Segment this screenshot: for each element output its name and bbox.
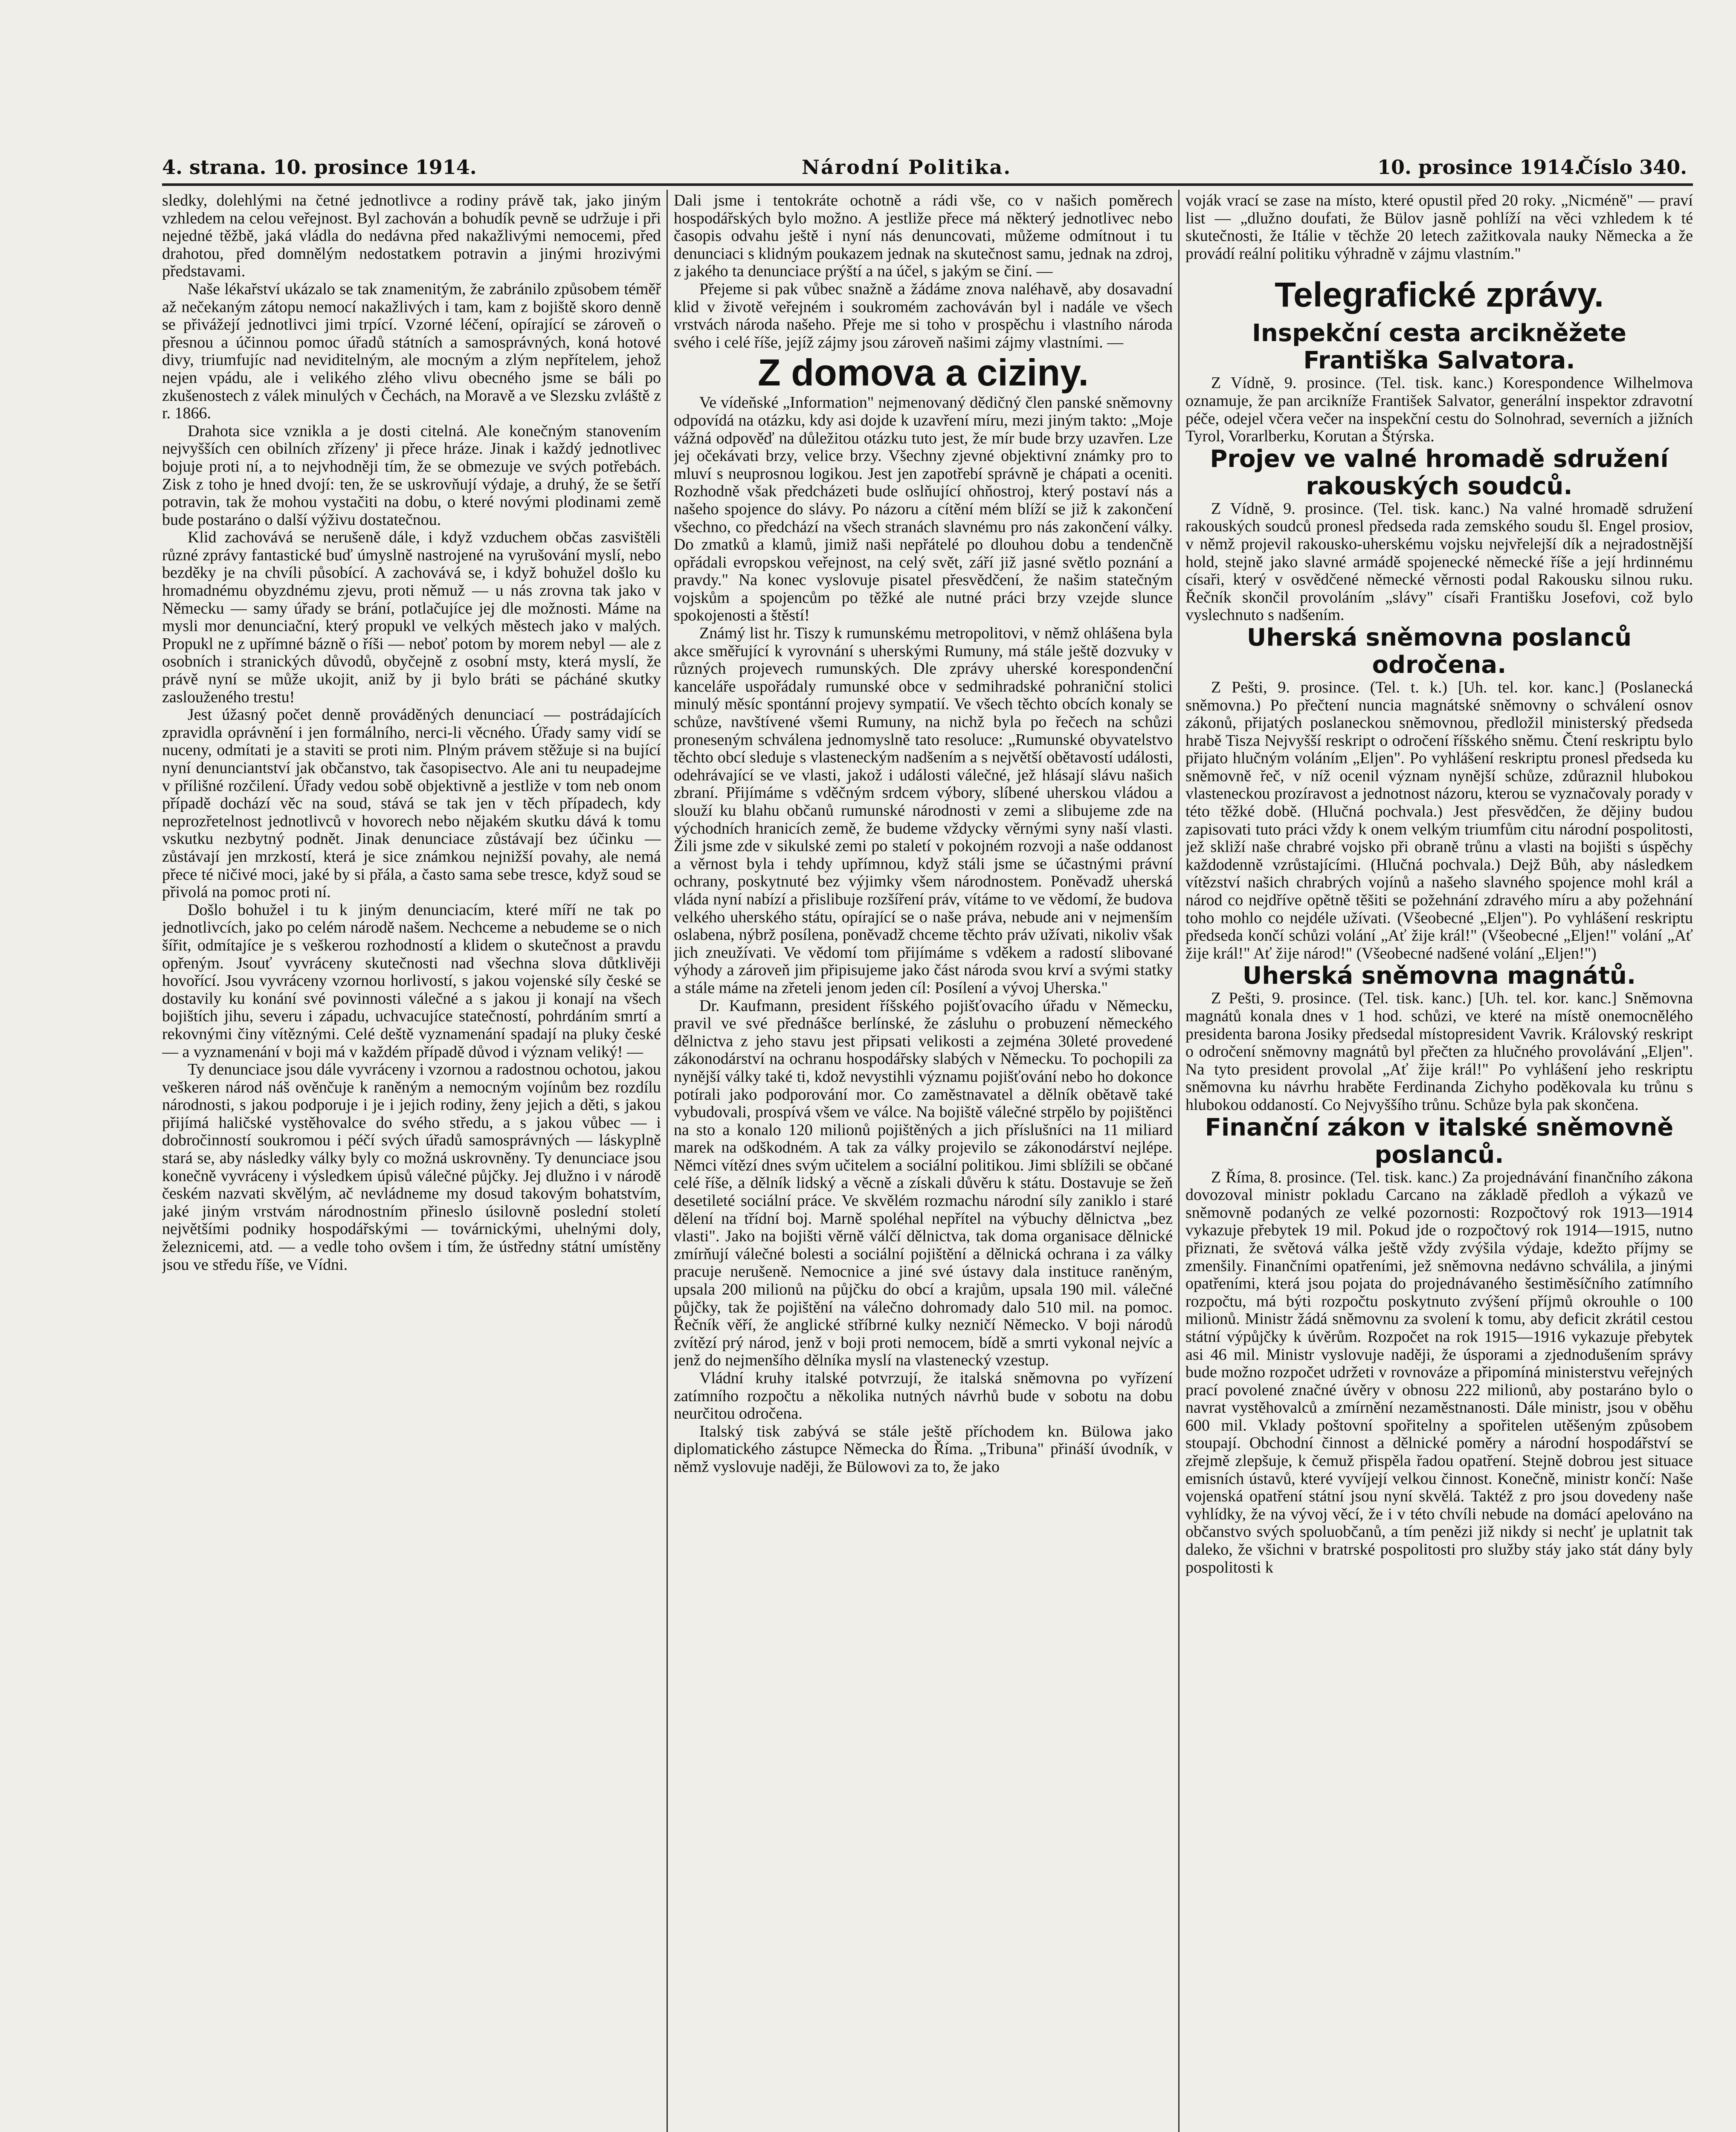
paragraph: Naše lékařství ukázalo se tak znamenitým, že zabránilo způsobem téměř až nečekaným zátopu nemocí nakažlivých i tam, kam z bojiště skoro denně se přivážejí jednotlivci jimi trpící. Vzorné léčení, opírající se zároveň o přesnou a účinnou pomoc úřadů státních a samosprávných, koná hotové divy, triumfujíc nad neviditelným, ale mocným a zlým nepřítelem, jehož nejen vpádu, ale i velikého zlého vlivu obecného jsme se báli po zkušenostech z válek minulých v Čechách, na Moravě a ve Slezsku zvláště z r. 1866. — [162, 280, 661, 423]
paragraph: Známý list hr. Tiszy k rumunskému metropolitovi, v němž ohlášena byla akce směřující k vyrovnání s uherskými Rumuny, má stále ještě dozvuky v různých projevech rumunských. Dle zprávy uherské korespondenční kanceláře uspořádaly rumunské obce v sedmihradské pohraniční stolici minulý měsíc spontánní projevy sympatií. Ve všech těchto obcích konaly se schůze, navštívené všemi Rumuny, na nichž byla po řečech na schůzi proneseným schválena jednomyslně tato resoluce: „Rumunské obyvatelstvo těchto obcí sleduje s vlasteneckým nadšením a s největší obětavostí události, odehrávající se ve vlasti, jakož i události válečné, jež hlásají slávu našich zbraní. Přijímáme s vděčným srdcem výbory, slíbené uherskou vládou a slouží ku blahu občanů rumunské národnosti v zemi a slibujeme zde na východních hranicích země, že budeme vždycky věrnými syny naší vlasti. Žili jsme zde v sikulské zemi po staletí v pokojném rozvoji a naše oddanost a věrnost byla i tehdy upřímnou, když stáli jsme se účastnými právní ochrany, poskytnuté bez výjimky všem národnostem. Poněvadž uherská vláda nyní nabízí a přislibuje rozšíření práv, vítáme to ve vědomí, že budova velkého uherského státu, opírající se o naše práva, nebude ani v nejmenším oslabena, nýbrž posílena, poněvadž chceme těchto práv užívati, nikoliv však jich zneužívati. Ve vědomí tom přijímáme s vděkem a radostí slibované výhody a zároveň jim připisujeme jako část národa svou krví a svými statky a stále máme na zřeteli jenom jeden cíl: Posílení a vývoj Uherska." — [674, 624, 1173, 997]
paragraph: Klid zachovává se nerušeně dále, i když vzduchem občas zasvištěli různé zprávy fantastické buď úmyslně nastrojené na vyrušování myslí, nebo bezděky je na chvíli působící. A zachovává se, i když bohužel došlo ku hromadnému obyzdnému zjevu, proti němuž — u nás zrovna tak jako v Německu — samy úřady se brání, potlačujíce jej dle možnosti. Máme na mysli mor denunciační, který propukl ve velkých městech jako v malých. Propukl ne z upřímné bázně o říši — neboť potom by morem nebyl — ale z osobních i stranických důvodů, obyčejně z osobní msty, která myslí, že právě nyní se může ukojit, aniž by ji bylo bráti se pácháné skutky zaslouženého trestu! — [162, 528, 661, 706]
newspaper-title: Národní Politika. — [802, 156, 1012, 179]
section-heading: Z domova a ciziny. — [758, 351, 1089, 394]
paragraph: Došlo bohužel i tu k jiným denunciacím, které míří ne tak po jednotlivcích, jako po celém národě našem. Nechceme a nebudeme se o nich šířit, odmítajíce je s veškerou rozhodností a klidem o skutečnost a pravdu opřeným. Jsouť vyvráceny skutečnosti nad všechna slova důtklivěji hovořící. Jsou vyvráceny vzornou horlivostí, s jakou vojenské síly české se dostavily ku konání své povinnosti válečné a s jakou ji konají na všech bojištích jihu, severu i západu, uchvacujíce statečností, pohrdáním smrtí a rekovnými činy vítěznými. Celé deště vyznamenání spadají na pluky české — a vyznamenání v boji má v každém případě důvod i význam veliký! — — [162, 901, 661, 1061]
article-body: Z Pešti, 9. prosince. (Tel. t. k.) [Uh. tel. kor. kanc.] (Poslanecká sněmovna.) Po přečtení nuncia magnátské sněmovny o schválení osnov zákonů, přijatých poslaneckou sněmovnou, předložil ministerský předseda hrabě Tisza Nejvyšší reskript o odročení říšského sněmu. Čtení reskriptu bylo přijato hlučným voláním „Eljen". Po vyhlášení reskriptu pronesl předseda ku sněmovně řeč, v níž ocenil význam nynější schůze, zdůraznil hlubokou vlasteneckou prozíravost a jednotnost názoru, kterou se vyznačovaly porady v této těžké době. (Hlučná pochvala.) Jest přesvědčen, že dějiny budou zapisovati tuto práci vždy k onem velkým triumfům citu národní pospolitosti, jež skliží naše chrabré vojsko při obraně trůnu a vlasti na bojišti s úspěchy každodenně vzrůstajícími. (Hlučná pochvala.) Dejž Bůh, aby následkem vítězství našich chrabrých vojínů a našeho slavného spojence mohl král a národ co nejdříve opětně těšiti se požehnání zdravého míru a aby požehnání toho mohlo co nejdéle užívati. (Všeobecné „Eljen"). Po vyhlášení reskriptu předseda končí schůzi volání „Ať žije král!" (Všeobecné „Eljen!" volání „Ať žije král!" Ať žije národ!" (Všeobecné nadšené volání „Eljen!") — [1185, 678, 1693, 962]
page-header — [162, 147, 1693, 185]
paragraph: Jest úžasný počet denně prováděných denunciací — postrádajících zpravidla oprávnění i jen formálního, nerci-li věcného. Úřady samy vidí se nuceny, odmítati je a staviti se proti nim. Plným právem stěžuje si na bující nyní denunciantství jak občanstvo, tak časopisectvo. Ale ani tu neupadejme v přílišné rozčilení. Úřady vedou sobě objektivně a jestliže v tom neb onom případě dochází věc na soud, stává se tak jen v těch případech, kdy neprozřetelnost jednotlivců v hovorech nebo nějakém skutku dává k tomu vskutku nezbytný podnět. Jinak denunciace zůstávají bez účinku — zůstávají jen mrzkostí, která je sice známkou nejnižší povahy, ale nemá přece té ničivé moci, jaké by si přála, a často sama sebe tresce, když soud se přivolá na pomoc proti ní. — [162, 706, 661, 901]
newspaper-page — [162, 147, 1693, 2132]
column-1 — [162, 192, 661, 2132]
article-headline: Projev ve valné hromadě sdružení rakouských soudců. — [1210, 445, 1669, 500]
issue-date: 10. prosince 1914. — [1377, 156, 1581, 179]
paragraph: voják vrací se zase na místo, které opustil před 20 roky. „Nicméně" — praví list — „dlužno doufati, že Bülov jasně pohlíží na věci vzhledem k té skutečnosti, že Itálie v těchže 20 letech zažitkovala nauky Německa a že provádí reální politiku výhradně v zájmu vlastním." — [1185, 192, 1693, 263]
paragraph: Dr. Kaufmann, president říšského pojišťovacího úřadu v Německu, pravil ve své přednášce berlínské, že zásluhu o probuzení německého dělnictva z jeho stavu jest připsati velikosti a zejména 30leté provedené zákonodárství na ochranu hospodářsky slabých v Německu. To pochopili za nynější války také ti, kdož nevystihli významu pojišťování nebo ho dokonce potírali jako podporování mor. Co zaměstnavatel a dělník obětavě také vybudovali, prospívá všem ve válce. Na bojiště válečné strpělo by pojištěnci na sto a konalo 120 milionů pojištěných a jich příslušníci na 11 miliard marek na odškodném. A tak za války projevilo se zákonodárství nejlépe. Němci vítězí dnes svým učitelem a sociální politikou. Jimi sblížili se občané celé říše, a dělník lidský a věcně a získali důvěru k státu. Dostavuje se žeň desetileté sociální práce. Ve skvělém rozmachu národní síly zaniklo i staré dělení na třídní boj. Marně spoléhal nepřítel na výbuchy dělnictva „bez vlasti". Jako na bojišti věrně válčí dělnictva, tak doma organisace dělnické zmírňují válečné bolesti a sociální pojištění a dělnická ochrana i za války pracuje nerušeně. Nemocnice a jiné své ústavy dala instituce raněným, upsala 200 milionů na půjčku do obcí a krajům, upsala 190 mil. válečné půjčky, tak že pojištění na válečno dohromady dalo 510 mil. na pomoc. Řečník věří, že anglické stříbrné kulky nezničí Německo. V boji národů zvítězí prý národ, jenž v boji proti nemocem, bídě a smrti vykonal nejvíc a jenž do nejmenšího dělníka myslí na vlastenecký vzestup. — [674, 996, 1173, 1370]
paragraph: sledky, dolehlými na četné jednotlivce a rodiny právě tak, jako jiným vzhledem na celou veřejnost. Byl zachován a bohudík pevně se udržuje i při nejedné těžbě, jaká vládla do nedávna před nakažlivými nemocemi, před drahotou, před domnělým nedostatkem potravin a jinými hrozivými představami. — [162, 192, 661, 281]
article-headline: Inspekční cesta arcikněžete Františka Salvatora. — [1252, 319, 1626, 375]
column-divider — [1178, 190, 1180, 2132]
page-label: 4. strana. 10. prosince 1914. — [162, 156, 477, 179]
column-3 — [1185, 192, 1693, 2132]
paragraph: Přejeme si pak vůbec snažně a žádáme znova naléhavě, aby dosavadní klid v životě veřejném i soukromém zachováván byl i nadále ve všech vrstvách národa našeho. Přeje me si toho v prospěchu i vlastního národa svého i celé říše, jejíž zájmy jsou zároveň našimi zájmy vlastními. — — [674, 280, 1173, 351]
article-headline: Uherská sněmovna poslanců odročena. — [1246, 623, 1632, 679]
article-body: Z Říma, 8. prosince. (Tel. tisk. kanc.) Za projednávání finančního zákona dovozoval ministr pokladu Carcano na základě předloh a výkazů ve sněmovně podaných ze velké pozornosti: Rozpočtový rok 1913—1914 vykazuje přebytek 19 mil. Pokud jde o rozpočtový rok 1914—1915, nutno přiznati, že světová válka ještě vždy zvýšila výdaje, kdežto příjmy se zmenšily. Finančními opatřeními, jež sněmovna nedávno schválila, a jinými opatřeními, která jsou pojata do projednávaného šestiměsíčního zatímního rozpočtu, má býti rozpočtu poskytnuto zvýšení příjmů okrouhle o 100 milionů. Ministr žádá sněmovnu za svolení k tomu, aby deficit zkrátil cestou státní výpůjčky k úvěrům. Rozpočet na rok 1915—1916 vykazuje přebytek asi 46 mil. Ministr vyslovuje naději, že úsporami a zjednodušením správy bude možno rozpočet udržeti v rovnováze a připomíná ministerstvu veřejných prací povolené značné úvěry v obnosu 222 milionů, aby postaráno bylo o navrat vystěhovalců a zmírnění nezaměstnanosti. Dále ministr, jsou v oběhu 600 mil. Vklady poštovní spořitelny a spořitelen utěšeným způsobem stoupají. Obchodní činnost a dělnické poměry a národní hospodářství se zřejmě zlepšuje, k čemuž přispěla řadou opatření. Stejně dobrou jest situace emisních ústavů, které vyvíjejí velkou činnost. Konečně, ministr končí: Naše vojenská opatření státní jsou nyní skvělá. Taktéž z pro jsou dovedeny naše vyhlídky, že na vývoj věcí, že i v této chvíli nebude na domácí apelováno na občanstvo svých spoluobčanů, a tím penězi již nikdy si nechť je uplatnit tak daleko, že všichni v bratrské pospolitosti pro služby stáy jako stát dány byly pospolitosti k — [1185, 1168, 1693, 1576]
column-divider — [667, 190, 668, 2132]
header-rule — [162, 183, 1693, 186]
paragraph: Drahota sice vznikla a je dosti citelná. Ale konečným stanovením nejvyšších cen obilních zřízeny' ji přece hráze. Jinak i každý jednotlivec bojuje proti ní, a to nejvhodněji tím, že se obmezuje ve svých potřebách. Zisk z toho je hned dvojí: ten, že se uskrovňují výdaje, a druhý, že se šetří potravin, tak že mohou vystačiti na dobu, o které novými plodinami země bude postaráno o další výživu dostatečnou. — [162, 422, 661, 529]
paragraph: Ty denunciace jsou dále vyvráceny i vzornou a radostnou ochotou, jakou veškeren národ náš ověnčuje k raněným a nemocným vojínům bez rozdílu národnosti, s jakou podporuje i je i jejich rodiny, ženy jejich a děti, s jakou přijímá haličské vystěhovalce do svého středu, a s jakou vůbec — i dobročinností soukromou i péčí svých úřadů samosprávných — láskyplně stará se, aby následky války byly co možná uskrovněny. Ty denunciace jsou konečně vyvráceny i výsledkem úpisů válečné půjčky. Jej dlužno i v národě českém nazvati skvělým, ač nevládneme my dosud takovým bohatstvím, jaké jiným vrstvám národnostním přineslo úsilovně poslední století největšími podniky hospodářskými — továrnickými, uhelnými doly, železnicemi, atd. — a vedle toho ovšem i tím, že ústředny státní umístěny jsou ve středu říše, ve Vídni. — [162, 1060, 661, 1274]
column-2 — [674, 192, 1173, 2132]
paragraph: Dali jsme i tentokráte ochotně a rádi vše, co v našich poměrech hospodářských bylo možno. A jestliže přece má některý jednotlivec nebo časopis odvahu ještě i nyní nás denuncovati, můžeme odmítnout i tu denunciaci s klidným poukazem jednak na skutečnost samu, jednak na zdroj, z jakého ta denunciace prýští a na účel, s jakým se činí. — — [674, 192, 1173, 281]
paragraph: Ve vídeňské „Information" nejmenovaný dědičný člen panské sněmovny odpovídá na otázku, kdy asi dojde k uzavření míru, mezi jiným takto: „Moje vážná odpověď na důležitou otázku tuto jest, že mír bude brzy uzavřen. Lze jej očekávati brzy, velice brzy. Všechny zjevné objektivní známky pro to mluví s neuprosnou logikou. Jest jen zapotřebí správně je chápati a oceniti. Rozhodně však předcházeti bude oslňující ohňostroj, který postaví nás a našeho spojence do slávy. Po názoru a cítění mém blíží se již k zakončení všechno, co předchází na všech stranách slavnému pro nás zakončení války. Do zmatků a klamů, jimiž naši nepřátelé po dlouhou dobu a tendenčně opřádali evropskou veřejnost, na celý svět, září již jasné světlo poznání a pravdy." Na konec vyslovuje pisatel přesvědčení, že našim statečným vojskům a spojencům po těžké ale nutné práci brzy vzejde slunce spokojenosti a štěstí! — [674, 394, 1173, 625]
article-body: Z Vídně, 9. prosince. (Tel. tisk. kanc.) Korespondence Wilhelmova oznamuje, že pan arcikníže František Salvator, generální inspektor zdravotní péče, odejel včera večer na inspekční cestu do Solnohrad, severních a jižních Tyrol, Vorarlberku, Korutan a Štýrska. — [1185, 374, 1693, 446]
telegraph-news-title: Telegrafické zprávy. — [1275, 275, 1604, 315]
article-body: Z Pešti, 9. prosince. (Tel. tisk. kanc.) [Uh. tel. kor. kanc.] Sněmovna magnátů konala dnes v 1 hod. schůzi, ve které na místě onemocnělého presidenta barona Josiky předsedal místopresident Vavrik. Královský reskript o odročení sněmovny magnátů byl přečten za hlučného provolávání „Eljen". Na tyto president provolal „Ať žije král!" Po vyhlášení jeho reskriptu sněmovna ku návrhu hraběte Ferdinanda Zichyho poděkovala ku trůnu s hlubokou oddaností. Co Nejvyššího trůnu. Schůze byla pak skončena. — [1185, 989, 1693, 1114]
article-headline: Uherská sněmovna magnátů. — [1242, 962, 1636, 990]
article-headline: Finanční zákon v italské sněmovně poslanců. — [1205, 1113, 1674, 1169]
paragraph: Vládní kruhy italské potvrzují, že italská sněmovna po vyřízení zatímního rozpočtu a několika nutných návrhů bude v sobotu na dobu neurčitou odročena. — [674, 1369, 1173, 1423]
article-body: Z Vídně, 9. prosince. (Tel. tisk. kanc.) Na valné hromadě sdružení rakouských soudců pronesl předseda rada zemského soudu šl. Engel prosiov, v němž projevil rakousko-uherskému vojsku nejvřelejší dík a nejradostnější hold, stejně jako slavné armádě spojenecké německé říše a její hrdinnému císaři, který v osvědčené německé věrnosti podal Rakousku silnou ruku. Řečník skončil provoláním „slávy" císaři Františku Josefovi, což bylo vyslechnuto s nadšením. — [1185, 499, 1693, 624]
issue-number: Číslo 340. — [1578, 156, 1687, 179]
paragraph: Italský tisk zabývá se stále ještě příchodem kn. Bülowa jako diplomatického zástupce Německa do Říma. „Tribuna" přináší úvodník, v němž vyslovuje naději, že Bülowovi za to, že jako — [674, 1422, 1173, 1476]
